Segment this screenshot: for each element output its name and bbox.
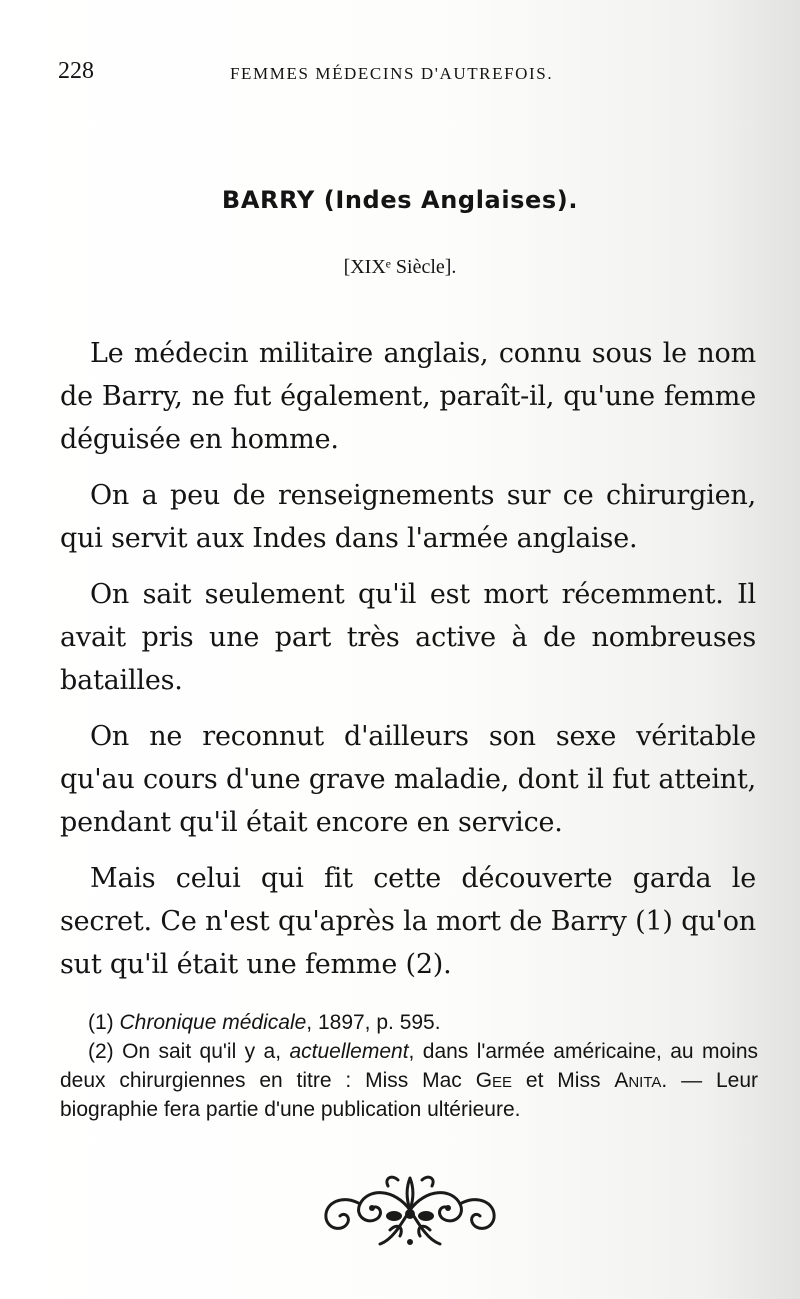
footnote-text: . — Leur biographie fera partie d'une publication ultérieure. xyxy=(60,1069,758,1121)
footnote-text: , dans l'armée américaine, au moins deux chirurgiennes en titre : Miss Mac xyxy=(60,1040,759,1092)
footnote-source-title: Chronique médicale xyxy=(119,1011,307,1034)
running-title: FEMMES MÉDECINS D'AUTREFOIS. xyxy=(230,64,554,83)
paragraph: On ne reconnut d'ailleurs son sexe véritable qu'au cours d'une grave maladie, dont il fut atteint, pendant qu'il était encore en service. xyxy=(60,721,756,838)
paragraph: On sait seulement qu'il est mort récemment. Il avait pris une part très active à de nombreuses batailles. xyxy=(60,579,756,696)
footnote-2 xyxy=(60,1037,758,1124)
section-century: [XIXᵉ Siècle]. xyxy=(343,256,457,278)
footnote-name: Anita xyxy=(614,1069,662,1092)
footnote-text: , 1897, p. 595. xyxy=(306,1011,441,1034)
footnote-marker: (1) xyxy=(88,1011,114,1034)
section-title: BARRY (Indes Anglaises). xyxy=(221,186,579,214)
floral-vignette-icon xyxy=(314,1170,506,1254)
footnote-name: Gee xyxy=(475,1069,513,1092)
page-number: 228 xyxy=(58,58,94,84)
footnote-text: et Miss xyxy=(525,1069,601,1092)
running-head xyxy=(58,58,758,88)
paragraph: On a peu de renseignements sur ce chirurgien, qui servit aux Indes dans l'armée anglaise. xyxy=(60,480,756,554)
body-text xyxy=(60,332,756,999)
footnote-emphasis: actuellement xyxy=(289,1040,409,1063)
footnotes xyxy=(60,1008,758,1124)
footnote-marker: (2) xyxy=(88,1040,114,1063)
paragraph: Le médecin militaire anglais, connu sous le nom de Barry, ne fut également, paraît-il, qu'une femme déguisée en homme. xyxy=(60,338,756,455)
footnote-1 xyxy=(60,1008,758,1037)
paragraph: Mais celui qui fit cette découverte garda le secret. Ce n'est qu'après la mort de Barry (1) qu'on sut qu'il était une femme (2). xyxy=(60,863,756,980)
footnote-text: On sait qu'il y a, xyxy=(122,1040,282,1063)
